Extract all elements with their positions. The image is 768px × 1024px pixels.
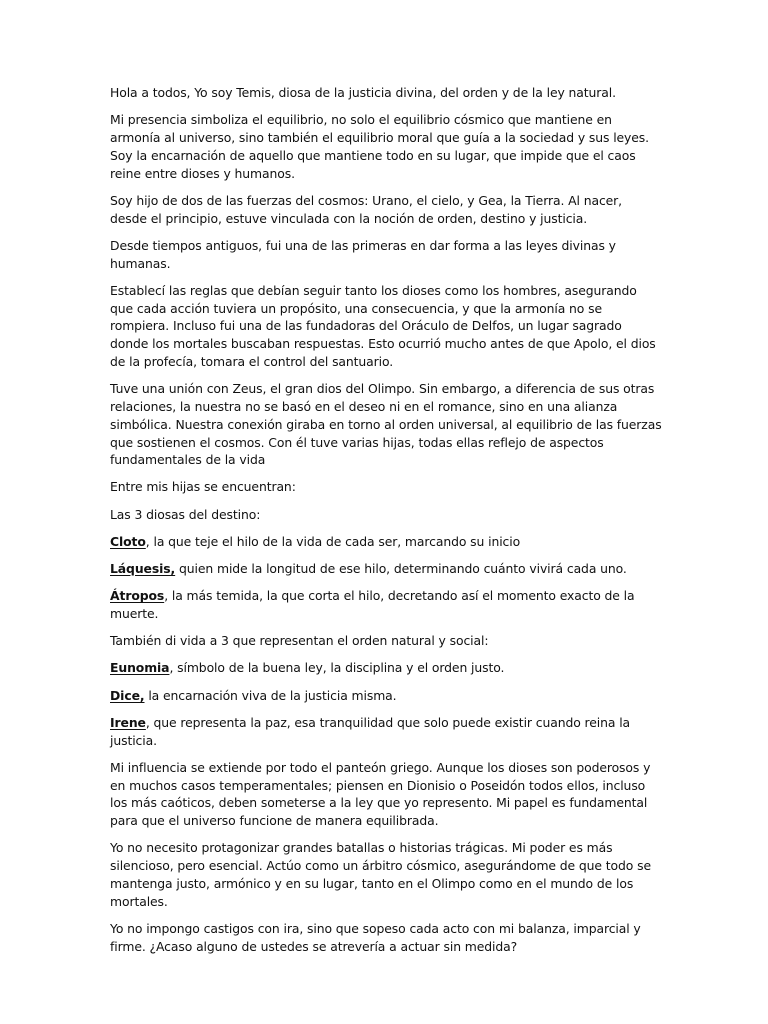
- daughter-description: la encarnación viva de la justicia misma.: [144, 687, 397, 703]
- daughter-description: , la que teje el hilo de la vida de cada ser, marcando su inicio: [145, 533, 521, 549]
- list-item: [110, 687, 662, 705]
- daughter-description: , símbolo de la buena ley, la disciplina y el orden justo.: [169, 660, 505, 676]
- daughter-name: Láquesis,: [110, 561, 176, 577]
- paragraph-rules-delphi: Establecí las reglas que debían seguir tanto los dioses como los hombres, asegurando que cada acción tuviera un propósito, una consecuencia, y que la armonía no se rompiera. Incluso fui una de las fundadoras del Oráculo de Delfos, un lugar sagrado donde los mortales buscaban respuestas. Esto ocurrió mucho antes de que Apolo, el dios de la profecía, tomara el control del santuario.: [110, 282, 656, 369]
- list-item: [110, 533, 662, 551]
- daughter-name: Irene: [110, 714, 146, 730]
- paragraph-daughters-intro: Entre mis hijas se encuentran:: [110, 479, 296, 495]
- paragraph-laws: Desde tiempos antiguos, fui una de las primeras en dar forma a las leyes divinas y humanas.: [110, 237, 616, 271]
- daughter-name: Átropos: [110, 588, 165, 604]
- paragraph-greeting: Hola a todos, Yo soy Temis, diosa de la justicia divina, del orden y de la ley natural.: [110, 85, 616, 100]
- daughter-name: Dice,: [110, 687, 145, 703]
- paragraph-balance: Mi presencia simboliza el equilibrio, no solo el equilibrio cósmico que mantiene en armonía al universo, sino también el equilibrio moral que guía a la sociedad y sus leyes. Soy la encarnación de aquello que mantiene todo en su lugar, que impide que el caos reine entre dioses y humanos.: [110, 112, 650, 181]
- list-item: [110, 659, 662, 677]
- paragraph-fates-intro: Las 3 diosas del destino:: [110, 506, 261, 522]
- paragraph-final-question: Yo no impongo castigos con ira, sino que sopeso cada acto con mi balanza, imparcial y firme. ¿Acaso alguno de ustedes se atrevería a actuar sin medida?: [110, 920, 641, 954]
- paragraph-origin: Soy hijo de dos de las fuerzas del cosmos: Urano, el cielo, y Gea, la Tierra. Al nacer, desde el principio, estuve vinculada con la noción de orden, destino y justicia.: [110, 192, 623, 226]
- daughter-name: Cloto: [110, 533, 146, 549]
- list-item: [110, 587, 662, 623]
- daughter-description: , la más temida, la que corta el hilo, decretando así el momento exacto de la muerte.: [110, 588, 635, 622]
- paragraph-horae-intro: También di vida a 3 que representan el orden natural y social:: [110, 633, 489, 649]
- paragraph-zeus: Tuve una unión con Zeus, el gran dios del Olimpo. Sin embargo, a diferencia de sus otras relaciones, la nuestra no se basó en el deseo ni en el romance, sino en una alianza simbólica. Nuestra conexión giraba en torno al orden universal, al equilibrio de las fuerzas que sostienen el cosmos. Con él tuve varias hijas, todas ellas reflejo de aspectos fundamentales de la vida: [110, 381, 662, 468]
- paragraph-arbiter: Yo no necesito protagonizar grandes batallas o historias trágicas. Mi poder es más silencioso, pero esencial. Actúo como un árbitro cósmico, asegurándome de que todo se mantenga justo, armónico y en su lugar, tanto en el Olimpo como en el mundo de los mortales.: [110, 840, 651, 909]
- daughter-name: Eunomia: [110, 660, 170, 676]
- daughter-description: quien mide la longitud de ese hilo, determinando cuánto vivirá cada uno.: [175, 561, 627, 577]
- list-item: [110, 560, 662, 578]
- paragraph-influence: Mi influencia se extiende por todo el panteón griego. Aunque los dioses son poderosos y en muchos casos temperamentales; piensen en Dionisio o Poseidón todos ellos, incluso los más caóticos, deben someterse a la ley que yo represento. Mi papel es fundamental para que el universo funcione de manera equilibrada.: [110, 759, 651, 829]
- daughter-description: , que representa la paz, esa tranquilidad que solo puede existir cuando reina la justicia.: [110, 714, 631, 748]
- list-item: [110, 714, 662, 750]
- document-page: [110, 84, 662, 965]
